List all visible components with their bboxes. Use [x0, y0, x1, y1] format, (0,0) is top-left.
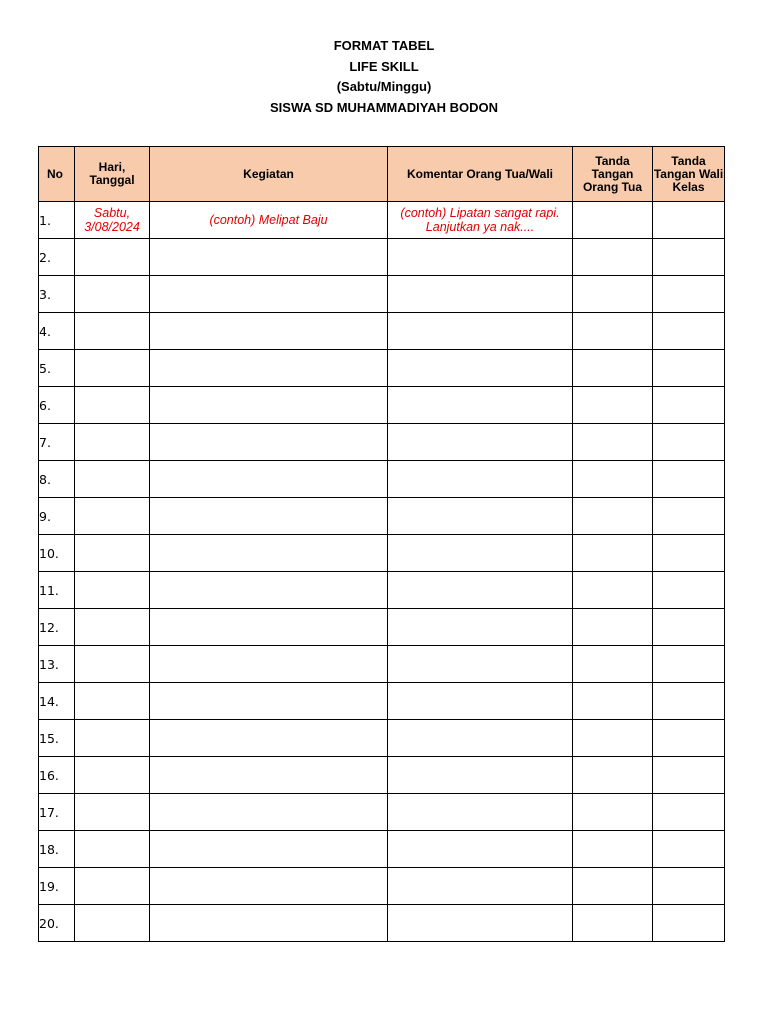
- date-cell[interactable]: [75, 905, 150, 942]
- sign-parent-cell[interactable]: [573, 313, 653, 350]
- sign-teacher-cell[interactable]: [653, 720, 725, 757]
- row-number: 5.: [39, 350, 75, 387]
- activity-cell[interactable]: [150, 276, 388, 313]
- document-title: [0, 36, 768, 118]
- date-cell[interactable]: [75, 646, 150, 683]
- sign-teacher-cell[interactable]: [653, 498, 725, 535]
- title-schedule: (Sabtu/Minggu): [336, 79, 432, 94]
- date-cell[interactable]: [75, 720, 150, 757]
- sign-parent-cell[interactable]: [573, 461, 653, 498]
- activity-cell[interactable]: [150, 757, 388, 794]
- table-row: [39, 535, 725, 572]
- activity-cell[interactable]: [150, 239, 388, 276]
- title-school: SISWA SD MUHAMMADIYAH BODON: [270, 99, 498, 115]
- sign-parent-cell[interactable]: [573, 276, 653, 313]
- activity-cell[interactable]: [150, 868, 388, 905]
- comment-cell[interactable]: [388, 868, 573, 905]
- life-skill-table: [38, 146, 725, 942]
- sign-parent-cell[interactable]: [573, 720, 653, 757]
- table-row: [39, 905, 725, 942]
- table-row: [39, 720, 725, 757]
- sign-teacher-cell[interactable]: [653, 683, 725, 720]
- table-row: [39, 239, 725, 276]
- sign-teacher-cell[interactable]: [653, 350, 725, 387]
- date-cell[interactable]: [75, 313, 150, 350]
- sign-teacher-cell[interactable]: [653, 905, 725, 942]
- row-number: 10.: [39, 535, 75, 572]
- sign-parent-cell[interactable]: [573, 683, 653, 720]
- sign-parent-cell[interactable]: [573, 646, 653, 683]
- row-number: 4.: [39, 313, 75, 350]
- sign-parent-cell[interactable]: [573, 424, 653, 461]
- comment-cell[interactable]: [388, 276, 573, 313]
- date-cell[interactable]: [75, 535, 150, 572]
- activity-cell[interactable]: [150, 572, 388, 609]
- header-sign-parent: Tanda Tangan Orang Tua: [573, 147, 653, 202]
- comment-cell[interactable]: [388, 757, 573, 794]
- header-date: Hari, Tanggal: [75, 147, 150, 202]
- row-number: 9.: [39, 498, 75, 535]
- row-number: 13.: [39, 646, 75, 683]
- activity-cell[interactable]: [150, 461, 388, 498]
- table-row: [39, 757, 725, 794]
- activity-cell[interactable]: [150, 609, 388, 646]
- comment-cell[interactable]: [388, 683, 573, 720]
- sign-teacher-cell[interactable]: [653, 757, 725, 794]
- row-number: 8.: [39, 461, 75, 498]
- row-number: 1.: [39, 202, 75, 239]
- activity-cell[interactable]: [150, 387, 388, 424]
- row-number: 15.: [39, 720, 75, 757]
- activity-cell[interactable]: [150, 424, 388, 461]
- table-row: [39, 313, 725, 350]
- sign-parent-cell[interactable]: [573, 831, 653, 868]
- sign-teacher-cell[interactable]: [653, 831, 725, 868]
- header-activity: Kegiatan: [150, 147, 388, 202]
- table-row: [39, 794, 725, 831]
- title-format-tabel: FORMAT TABEL: [333, 38, 435, 53]
- comment-cell[interactable]: [388, 572, 573, 609]
- date-cell[interactable]: [75, 350, 150, 387]
- sign-teacher-cell[interactable]: [653, 202, 725, 239]
- sign-teacher-cell[interactable]: [653, 535, 725, 572]
- table-row: [39, 609, 725, 646]
- table-row: [39, 831, 725, 868]
- row-number: 7.: [39, 424, 75, 461]
- date-cell[interactable]: [75, 424, 150, 461]
- row-number: 19.: [39, 868, 75, 905]
- sign-parent-cell[interactable]: [573, 387, 653, 424]
- row-number: 6.: [39, 387, 75, 424]
- activity-cell[interactable]: [150, 794, 388, 831]
- comment-cell[interactable]: [388, 424, 573, 461]
- row-number: 3.: [39, 276, 75, 313]
- table-row: [39, 572, 725, 609]
- activity-cell[interactable]: [150, 350, 388, 387]
- date-cell[interactable]: [75, 831, 150, 868]
- comment-cell[interactable]: [388, 313, 573, 350]
- example-row: [39, 202, 725, 239]
- sign-parent-cell[interactable]: [573, 609, 653, 646]
- table-row: [39, 350, 725, 387]
- sign-parent-cell[interactable]: [573, 239, 653, 276]
- table-row: [39, 424, 725, 461]
- comment-cell[interactable]: [388, 646, 573, 683]
- example-activity: (contoh) Melipat Baju: [150, 202, 388, 239]
- comment-cell[interactable]: [388, 387, 573, 424]
- sign-teacher-cell[interactable]: [653, 572, 725, 609]
- sign-parent-cell[interactable]: [573, 350, 653, 387]
- row-number: 16.: [39, 757, 75, 794]
- sign-teacher-cell[interactable]: [653, 794, 725, 831]
- sign-parent-cell[interactable]: [573, 905, 653, 942]
- table-row: [39, 276, 725, 313]
- activity-cell[interactable]: [150, 831, 388, 868]
- comment-cell[interactable]: [388, 498, 573, 535]
- sign-parent-cell[interactable]: [573, 794, 653, 831]
- table-row: [39, 498, 725, 535]
- activity-cell[interactable]: [150, 313, 388, 350]
- sign-parent-cell[interactable]: [573, 202, 653, 239]
- row-number: 20.: [39, 905, 75, 942]
- header-sign-teacher: Tanda Tangan Wali Kelas: [653, 147, 725, 202]
- sign-teacher-cell[interactable]: [653, 461, 725, 498]
- table-row: [39, 646, 725, 683]
- comment-cell[interactable]: [388, 831, 573, 868]
- table-row: [39, 868, 725, 905]
- comment-cell[interactable]: [388, 239, 573, 276]
- comment-cell[interactable]: [388, 720, 573, 757]
- sign-parent-cell[interactable]: [573, 572, 653, 609]
- date-cell[interactable]: [75, 387, 150, 424]
- example-date: Sabtu, 3/08/2024: [75, 202, 150, 239]
- table-header-row: [39, 147, 725, 202]
- table-row: [39, 387, 725, 424]
- comment-cell[interactable]: [388, 461, 573, 498]
- table-row: [39, 461, 725, 498]
- sign-teacher-cell[interactable]: [653, 387, 725, 424]
- activity-cell[interactable]: [150, 646, 388, 683]
- date-cell[interactable]: [75, 239, 150, 276]
- comment-cell[interactable]: [388, 794, 573, 831]
- row-number: 14.: [39, 683, 75, 720]
- sign-teacher-cell[interactable]: [653, 276, 725, 313]
- date-cell[interactable]: [75, 572, 150, 609]
- row-number: 2.: [39, 239, 75, 276]
- sign-teacher-cell[interactable]: [653, 646, 725, 683]
- date-cell[interactable]: [75, 794, 150, 831]
- sign-teacher-cell[interactable]: [653, 424, 725, 461]
- table-row: [39, 683, 725, 720]
- comment-cell[interactable]: [388, 535, 573, 572]
- title-life-skill: LIFE SKILL: [349, 58, 419, 74]
- sign-parent-cell[interactable]: [573, 757, 653, 794]
- date-cell[interactable]: [75, 609, 150, 646]
- row-number: 12.: [39, 609, 75, 646]
- sign-parent-cell[interactable]: [573, 498, 653, 535]
- activity-cell[interactable]: [150, 498, 388, 535]
- row-number: 17.: [39, 794, 75, 831]
- date-cell[interactable]: [75, 276, 150, 313]
- example-comment: (contoh) Lipatan sangat rapi. Lanjutkan ya nak....: [388, 202, 573, 239]
- activity-cell[interactable]: [150, 535, 388, 572]
- header-no: No: [39, 147, 75, 202]
- header-comment: Komentar Orang Tua/Wali: [388, 147, 573, 202]
- sign-parent-cell[interactable]: [573, 868, 653, 905]
- comment-cell[interactable]: [388, 905, 573, 942]
- sign-teacher-cell[interactable]: [653, 868, 725, 905]
- sign-teacher-cell[interactable]: [653, 313, 725, 350]
- date-cell[interactable]: [75, 683, 150, 720]
- row-number: 11.: [39, 572, 75, 609]
- date-cell[interactable]: [75, 868, 150, 905]
- sign-teacher-cell[interactable]: [653, 239, 725, 276]
- activity-cell[interactable]: [150, 905, 388, 942]
- activity-cell[interactable]: [150, 683, 388, 720]
- sign-teacher-cell[interactable]: [653, 609, 725, 646]
- comment-cell[interactable]: [388, 350, 573, 387]
- date-cell[interactable]: [75, 461, 150, 498]
- sign-parent-cell[interactable]: [573, 535, 653, 572]
- comment-cell[interactable]: [388, 609, 573, 646]
- row-number: 18.: [39, 831, 75, 868]
- activity-cell[interactable]: [150, 720, 388, 757]
- date-cell[interactable]: [75, 757, 150, 794]
- date-cell[interactable]: [75, 498, 150, 535]
